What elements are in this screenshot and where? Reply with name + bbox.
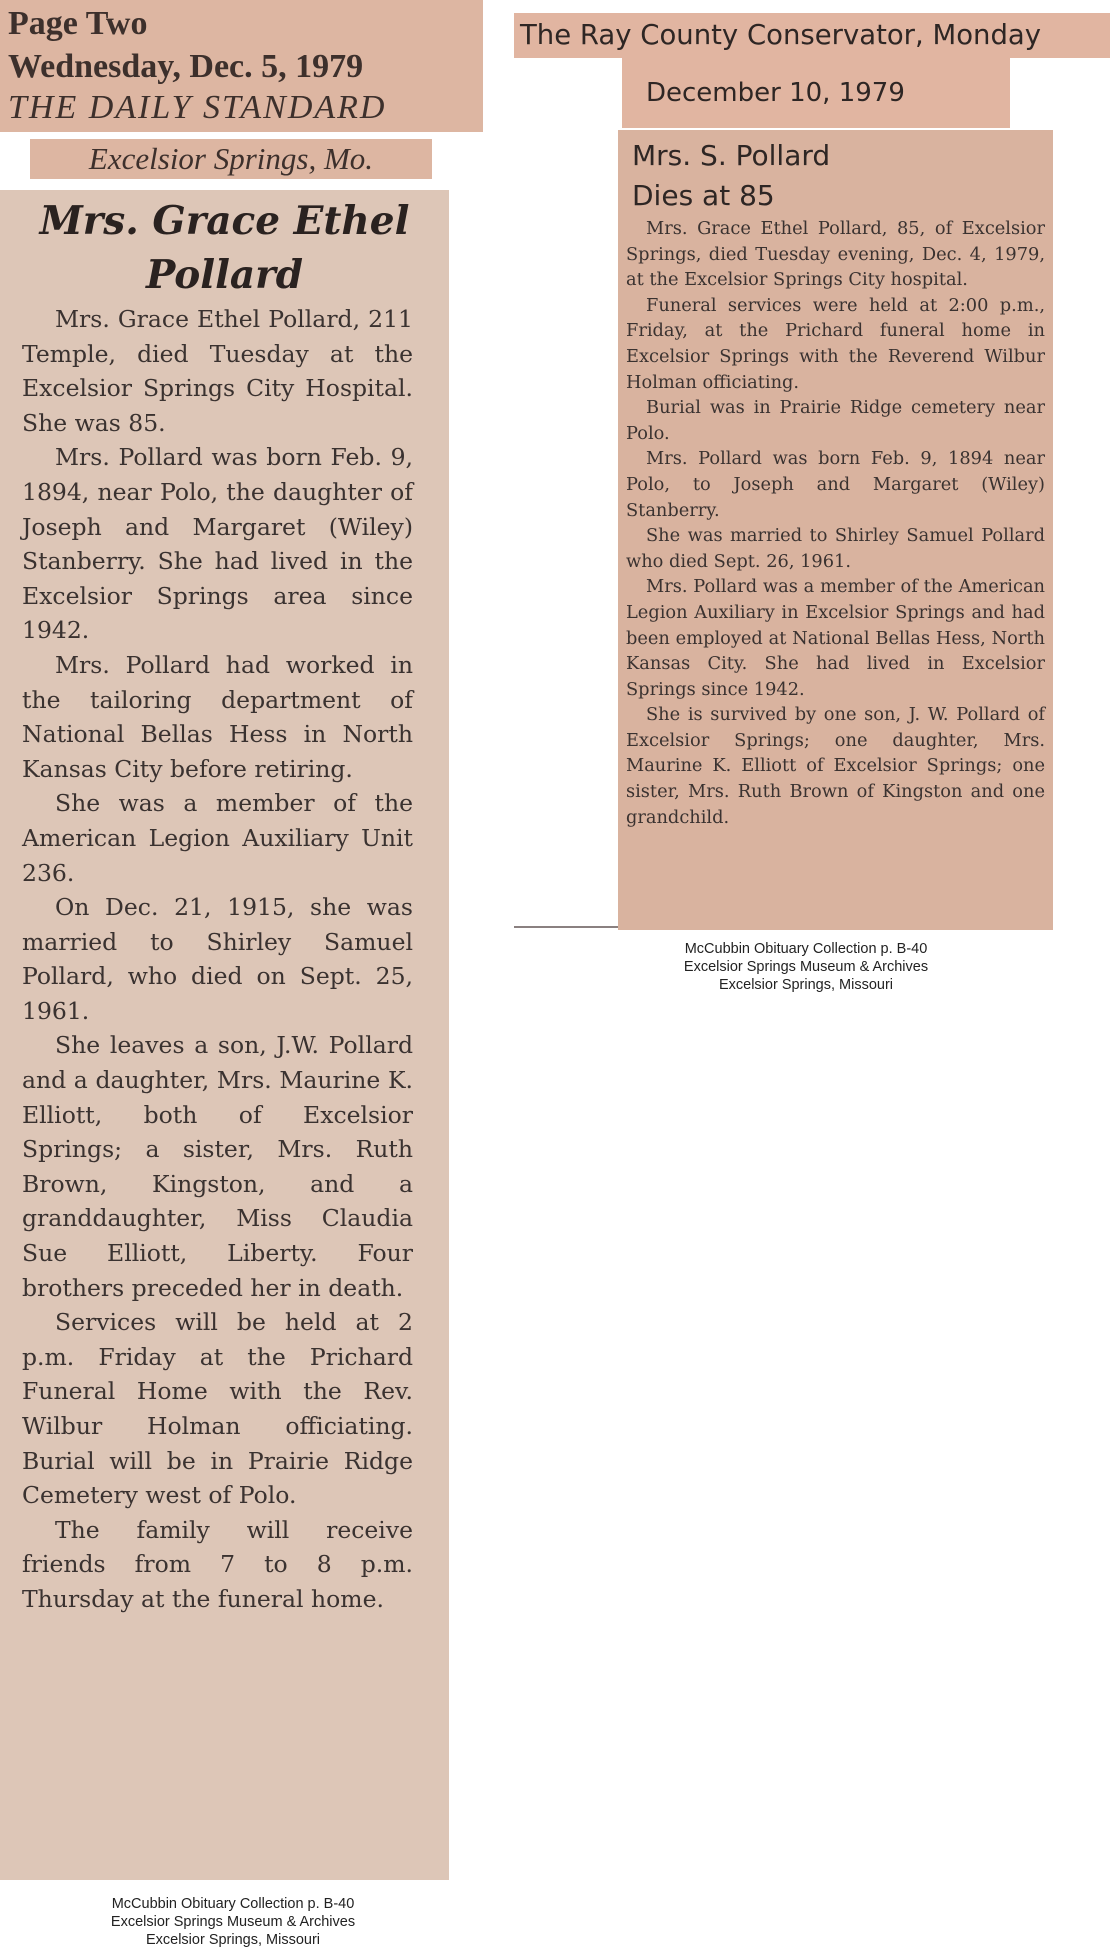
left-archive-caption: [33, 1895, 433, 1949]
caption-line: Excelsior Springs Museum & Archives: [683, 959, 929, 975]
caption-line: Excelsior Springs, Missouri: [145, 1932, 321, 1948]
obituary-paragraph: The family will receive friends from 7 to 8 p.m. Thursday at the funeral home.: [22, 1515, 413, 1613]
conservator-paragraph: Mrs. Pollard was a member of the American Legion Auxiliary in Excelsior Springs and had been employed at National Bellas Hess, North Kansas City. She had lived in Excelsior Springs since 1942.: [626, 576, 1045, 700]
conservator-paragraph: Burial was in Prairie Ridge cemetery near Polo.: [626, 397, 1045, 444]
publication-location: [30, 139, 432, 179]
caption-line: Excelsior Springs Museum & Archives: [110, 1914, 356, 1930]
obituary-body: [0, 302, 449, 1617]
conservator-header: [514, 13, 1110, 58]
caption-line: McCubbin Obituary Collection p. B-40: [111, 1896, 355, 1912]
publication-name: THE DAILY STANDARD: [8, 89, 387, 126]
obituary-paragraph: Mrs. Pollard had worked in the tailoring department of National Bellas Hess in North Kansas City before retiring.: [22, 650, 413, 783]
right-archive-caption: [606, 940, 1006, 994]
daily-standard-obituary: [0, 190, 449, 1880]
caption-line: Excelsior Springs, Missouri: [718, 977, 894, 993]
location-text: Excelsior Springs, Mo.: [88, 141, 374, 176]
obituary-title-line2: Pollard: [145, 252, 303, 298]
obituary-paragraph: Mrs. Pollard was born Feb. 9, 1894, near Polo, the daughter of Joseph and Margaret (Wiley) Stanberry. She had lived in the Excelsior Springs area since 1942.: [22, 443, 413, 645]
conservator-body: [618, 216, 1053, 830]
obituary-paragraph: Mrs. Grace Ethel Pollard, 211 Temple, died Tuesday at the Excelsior Springs City Hospital. She was 85.: [22, 305, 413, 437]
obituary-paragraph: Services will be held at 2 p.m. Friday at the Prichard Funeral Home with the Rev. Wilbur Holman officiating. Burial will be in Prairie Ridge Cemetery west of Polo.: [22, 1308, 413, 1510]
daily-standard-header: [0, 0, 483, 132]
conservator-date-strip: [622, 58, 1010, 128]
conservator-title: [618, 130, 1053, 216]
conservator-obituary: [618, 130, 1053, 930]
conservator-date: December 10, 1979: [646, 78, 905, 108]
conservator-paragraph: She is survived by one son, J. W. Pollard of Excelsior Springs; one daughter, Mrs. Maurine K. Elliott of Excelsior Springs; one sister, Mrs. Ruth Brown of Kingston and one grandchild.: [626, 704, 1045, 828]
conservator-masthead: The Ray County Conservator, Monday: [520, 19, 1042, 51]
obituary-title-line1: Mrs. Grace Ethel: [39, 198, 410, 244]
issue-date: Wednesday, Dec. 5, 1979: [8, 48, 364, 85]
clipping-rule-divider: [514, 926, 618, 928]
obituary-paragraph: On Dec. 21, 1915, she was married to Shirley Samuel Pollard, who died on Sept. 25, 1961.: [22, 893, 413, 1025]
obituary-paragraph: She leaves a son, J.W. Pollard and a daughter, Mrs. Maurine K. Elliott, both of Excelsior Springs; a sister, Mrs. Ruth Brown, Kingston, and a granddaughter, Miss Claudia Sue Elliott, Liberty. Four brothers preceded her in death.: [22, 1031, 413, 1302]
conservator-title-line2: Dies at 85: [632, 179, 775, 212]
conservator-paragraph: Funeral services were held at 2:00 p.m., Friday, at the Prichard funeral home in Excelsior Springs with the Reverend Wilbur Holman officiating.: [626, 294, 1045, 393]
obituary-paragraph: She was a member of the American Legion Auxiliary Unit 236.: [22, 789, 413, 887]
conservator-paragraph: Mrs. Pollard was born Feb. 9, 1894 near Polo, to Joseph and Margaret (Wiley) Stanberry.: [626, 448, 1045, 521]
conservator-title-line1: Mrs. S. Pollard: [632, 139, 831, 172]
page-label: Page Two: [8, 5, 148, 42]
conservator-paragraph: She was married to Shirley Samuel Pollard who died Sept. 26, 1961.: [626, 525, 1045, 572]
conservator-paragraph: Mrs. Grace Ethel Pollard, 85, of Excelsior Springs, died Tuesday evening, Dec. 4, 1979, at the Excelsior Springs City hospital.: [626, 218, 1045, 291]
obituary-title: [0, 194, 449, 302]
caption-line: McCubbin Obituary Collection p. B-40: [684, 941, 928, 957]
